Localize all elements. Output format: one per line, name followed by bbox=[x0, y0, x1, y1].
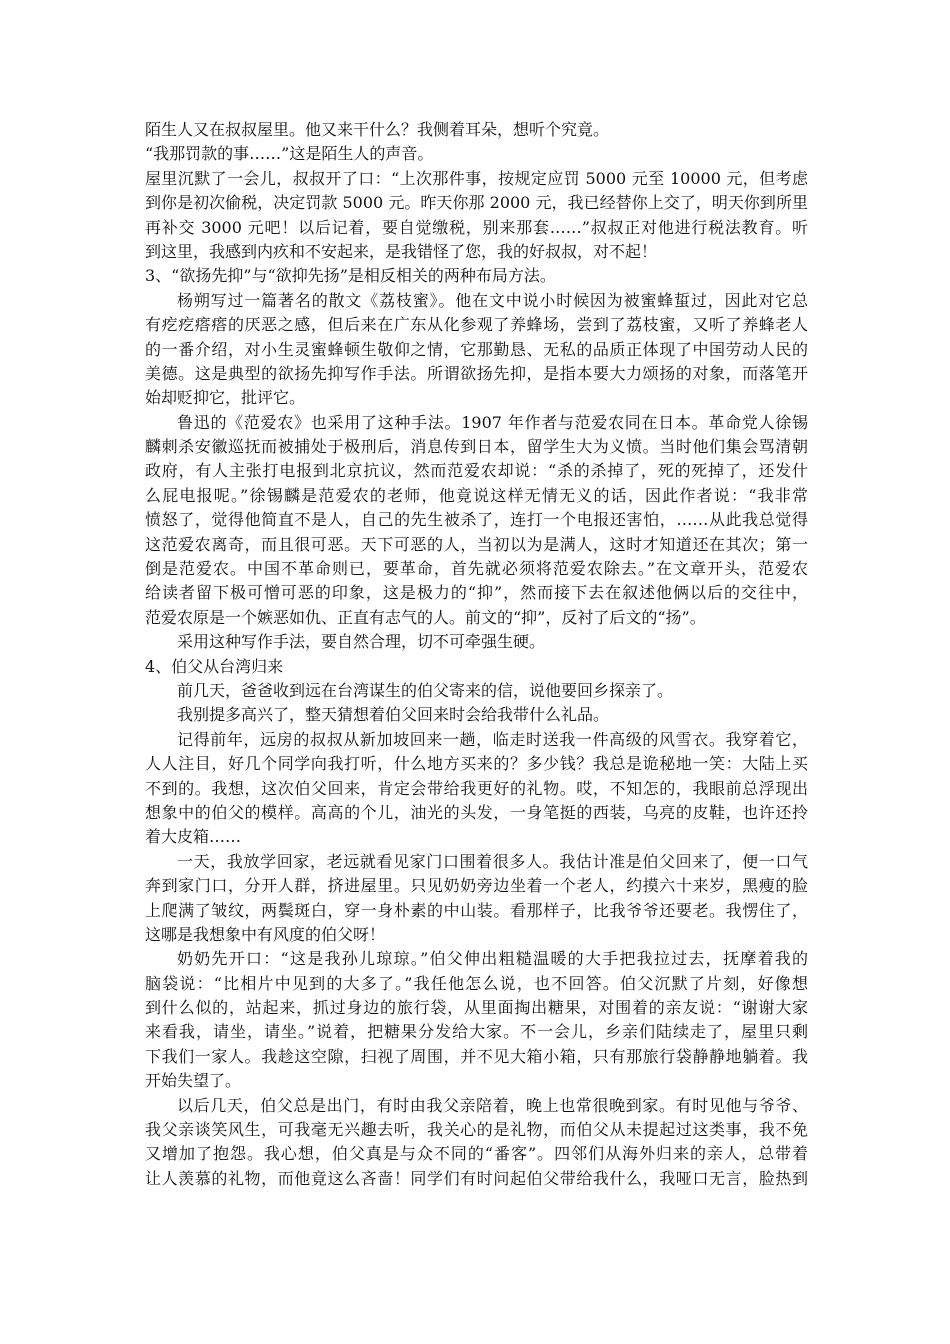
text-line: 这范爱农离奇，而且很可恶。天下可恶的人，当初以为是满人，这时才知道还在其次；第一 bbox=[145, 534, 808, 554]
text-line: 再补交 3000 元吧！以后记着，要自觉缴税，别来那套……”叔叔正对他进行税法教育。听 bbox=[145, 217, 808, 237]
text-line: 一天，我放学回家，老远就看见家门口围着很多人。我估计准是伯父回来了，便一口气 bbox=[177, 851, 808, 871]
text-line: 给读者留下极可憎可恶的印象，这是极力的“抑”，然而接下去在叙述他俩以后的交往中， bbox=[145, 583, 808, 603]
text-line: 的一番介绍，对小生灵蜜蜂顿生敬仰之情，它那勤恳、无私的品质正体现了中国劳动人民的 bbox=[145, 339, 808, 359]
text-line: 愤怒了，觉得他简直不是人，自己的先生被杀了，连打一个电报还害怕，……从此我总觉得 bbox=[145, 510, 808, 530]
text-line: 杨朔写过一篇著名的散文《荔枝蜜》。他在文中说小时候因为被蜜蜂蜇过，因此对它总 bbox=[177, 290, 808, 310]
text-line: 政府，有人主张打电报到北京抗议，然而范爱农却说：“杀的杀掉了，死的死掉了，还发什 bbox=[145, 461, 808, 481]
text-line: 脑袋说：“比相片中见到的大多了。”我任他怎么说，也不回答。伯父沉默了片刻，好像想 bbox=[145, 973, 808, 993]
text-line: 3、“欲扬先抑”与“欲抑先扬”是相反相关的两种布局方法。 bbox=[145, 266, 556, 286]
text-line: 么屁电报呢。”徐锡麟是范爱农的老师，他竟说这样无情无义的话，因此作者说：“我非常 bbox=[145, 485, 808, 505]
text-line: 来看我，请坐，请坐。”说着，把糖果分发给大家。不一会儿，乡亲们陆续走了，屋里只剩 bbox=[145, 1022, 808, 1042]
text-line: 范爱农原是一个嫉恶如仇、正直有志气的人。前文的“抑”，反衬了后文的“扬”。 bbox=[145, 607, 706, 627]
document-page bbox=[145, 118, 808, 1191]
text-line: 到什么似的，站起来，抓过身边的旅行袋，从里面掏出糖果，对围着的亲友说：“谢谢大家 bbox=[145, 998, 808, 1018]
text-line: 陌生人又在叔叔屋里。他又来干什么？我侧着耳朵，想听个究竟。 bbox=[145, 120, 610, 139]
text-line: 下我们一家人。我趁这空隙，扫视了周围，并不见大箱小箱，只有那旅行袋静静地躺着。我 bbox=[145, 1046, 808, 1066]
text-line: 又增加了抱怨。我心想，伯父真是与众不同的“番客”。四邻们从海外归来的亲人，总带着 bbox=[145, 1144, 808, 1164]
text-line: 这哪是我想象中有风度的伯父呀！ bbox=[145, 924, 386, 944]
text-line: 让人羡慕的礼物，而他竟这么吝啬！同学们有时问起伯父带给我什么，我哑口无言，脸热到 bbox=[145, 1168, 808, 1188]
text-line: 人人注目，好几个同学向我打听，什么地方买来的？多少钱？我总是诡秘地一笑：大陆上买 bbox=[145, 754, 808, 774]
text-line: 我父亲谈笑风生，可我毫无兴趣去听，我关心的是礼物，而伯父从未提起过这类事，我不免 bbox=[145, 1120, 808, 1140]
text-line: 不到的。我想，这次伯父回来，肯定会带给我更好的礼物。哎，不知怎的，我眼前总浮现出 bbox=[145, 778, 808, 798]
text-line: 有疙疙瘩瘩的厌恶之感，但后来在广东从化参观了养蜂场，尝到了荔枝蜜，又听了养蜂老人 bbox=[145, 315, 808, 335]
text-line: 屋里沉默了一会儿，叔叔开了口：“上次那件事，按规定应罚 5000 元至 10000 元，但考虑 bbox=[145, 168, 808, 188]
text-line: 到你是初次偷税，决定罚款 5000 元。昨天你那 2000 元，我已经替你上交了，明天你到所里 bbox=[145, 193, 808, 213]
text-line: 到这里，我感到内疚和不安起来，是我错怪了您，我的好叔叔，对不起！ bbox=[145, 241, 658, 261]
text-line: 上爬满了皱纹，两鬓斑白，穿一身朴素的中山装。看那样子，比我爷爷还要老。我愣住了， bbox=[145, 900, 808, 920]
text-line: 想象中的伯父的模样。高高的个儿，油光的头发，一身笔挺的西装，乌亮的皮鞋，也许还拎 bbox=[145, 802, 808, 822]
text-line: 采用这种写作手法，要自然合理，切不可牵强生硬。 bbox=[177, 632, 546, 652]
text-line: 着大皮箱…… bbox=[145, 827, 242, 847]
text-line: 奶奶先开口：“这是我孙儿琼琼。”伯父伸出粗糙温暖的大手把我拉过去，抚摩着我的 bbox=[177, 949, 808, 969]
text-line: “我那罚款的事……”这是陌生人的声音。 bbox=[145, 144, 434, 164]
text-line: 前几天，爸爸收到远在台湾谋生的伯父寄来的信，说他要回乡探亲了。 bbox=[177, 680, 674, 700]
text-line: 美德。这是典型的欲扬先抑写作手法。所谓欲扬先抑，是指本要大力颂扬的对象，而落笔开 bbox=[145, 363, 808, 383]
text-line: 记得前年，远房的叔叔从新加坡回来一趟，临走时送我一件高级的风雪衣。我穿着它， bbox=[177, 729, 808, 749]
text-line: 鲁迅的《范爱农》也采用了这种手法。1907 年作者与范爱农同在日本。革命党人徐锡 bbox=[177, 412, 808, 432]
text-line: 开始失望了。 bbox=[145, 1071, 242, 1091]
text-line: 奔到家门口，分开人群，挤进屋里。只见奶奶旁边坐着一个老人，约摸六十来岁，黑瘦的脸 bbox=[145, 876, 808, 896]
text-line: 以后几天，伯父总是出门，有时由我父亲陪着，晚上也常很晚到家。有时见他与爷爷、 bbox=[177, 1095, 808, 1115]
text-line: 始却贬抑它，批评它。 bbox=[145, 388, 306, 408]
text-line: 倒是范爱农。中国不革命则已，要革命，首先就必须将范爱农除去。”在文章开头，范爱农 bbox=[145, 559, 808, 579]
text-line: 麟刺杀安徽巡抚而被捕处于极刑后，消息传到日本，留学生大为义愤。当时他们集会骂清朝 bbox=[145, 437, 808, 457]
text-line: 我别提多高兴了，整天猜想着伯父回来时会给我带什么礼品。 bbox=[177, 705, 610, 725]
text-line: 4、伯父从台湾归来 bbox=[145, 656, 284, 676]
